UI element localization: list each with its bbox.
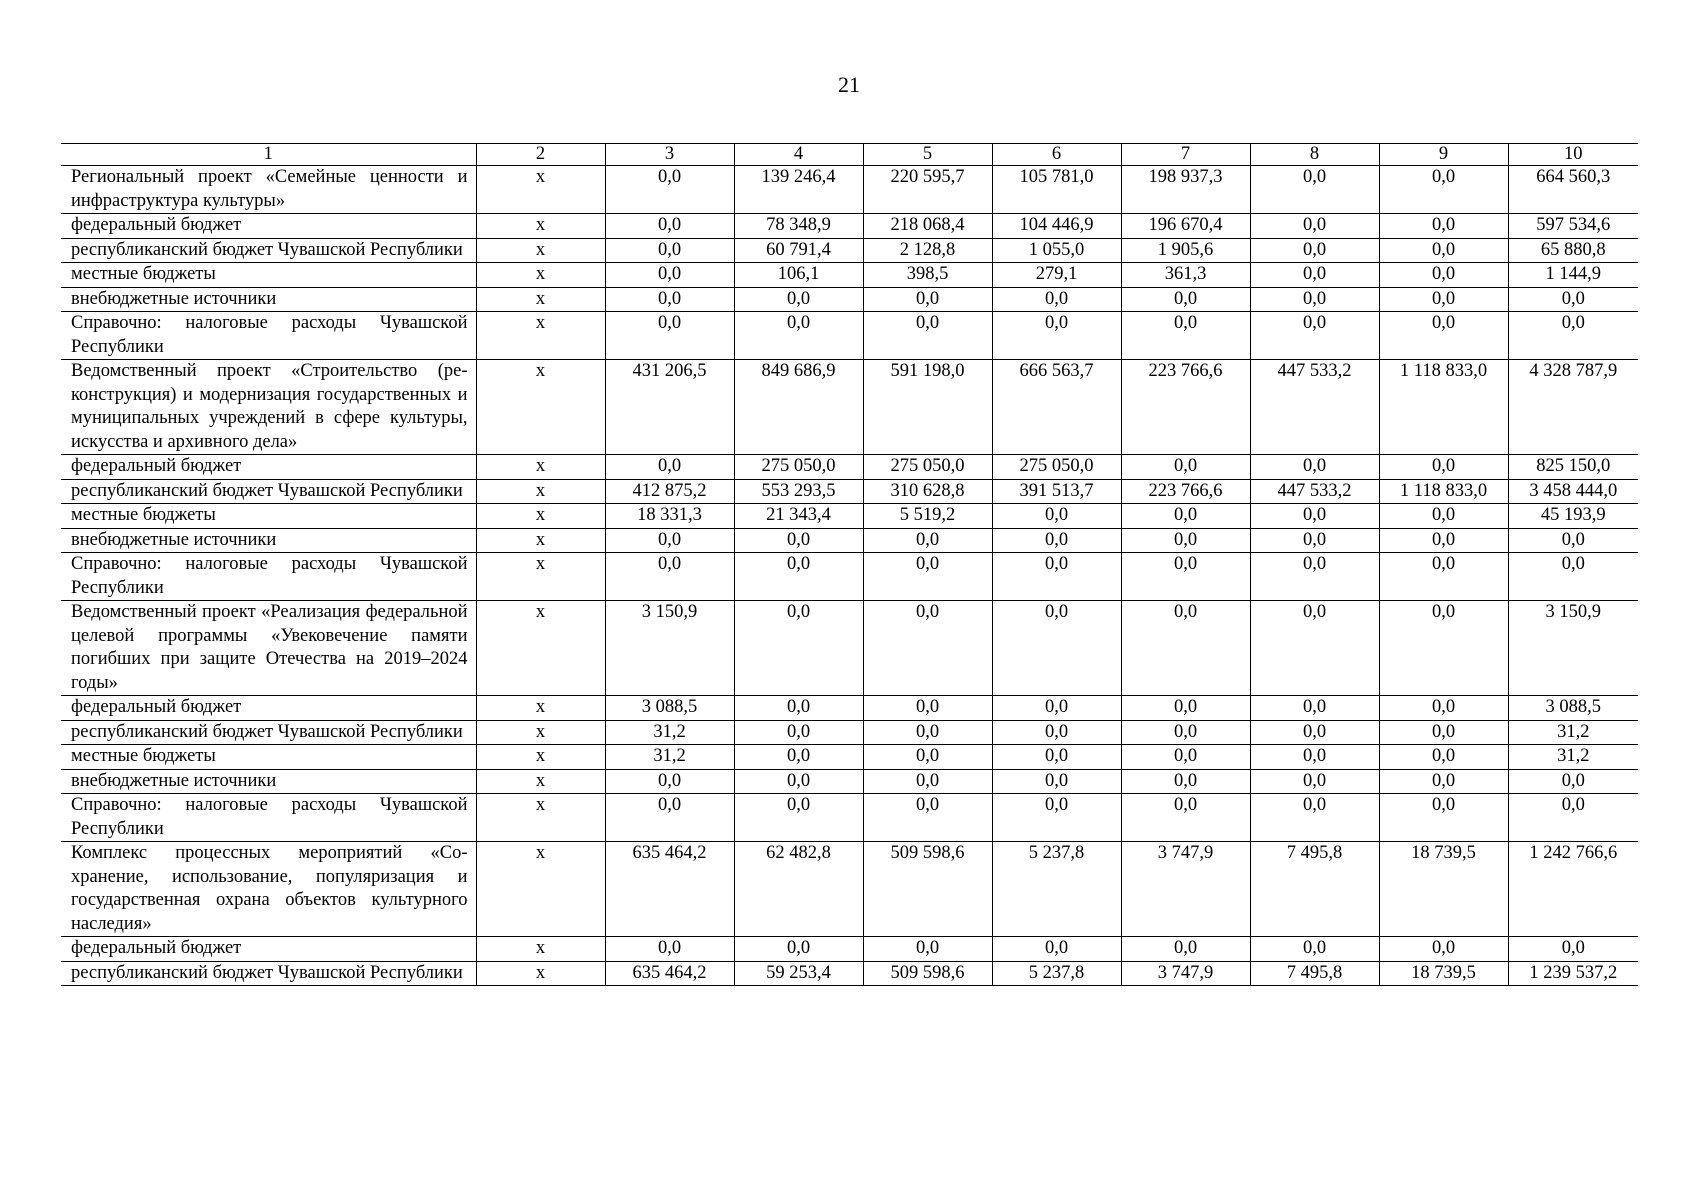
row-value: 0,0 — [1250, 720, 1379, 745]
column-header-3: 3 — [605, 144, 734, 166]
row-value: 0,0 — [734, 528, 863, 553]
column-header-1: 1 — [61, 144, 476, 166]
row-value: 0,0 — [1379, 937, 1508, 962]
row-value: 0,0 — [605, 238, 734, 263]
row-value: 0,0 — [992, 528, 1121, 553]
row-name: внебюджетные источники — [61, 528, 476, 553]
row-value: 60 791,4 — [734, 238, 863, 263]
row-value: 0,0 — [1508, 287, 1638, 312]
row-value: 635 464,2 — [605, 961, 734, 986]
row-name: Справочно: налоговые расходы Чувашской Республики — [61, 794, 476, 842]
row-value: 0,0 — [1508, 553, 1638, 601]
table-row — [61, 360, 1638, 455]
column-header-8: 8 — [1250, 144, 1379, 166]
row-value: 18 739,5 — [1379, 842, 1508, 937]
row-value: 553 293,5 — [734, 479, 863, 504]
row-value: 0,0 — [863, 937, 992, 962]
row-value: 0,0 — [1379, 769, 1508, 794]
row-name: местные бюджеты — [61, 504, 476, 529]
row-value: 0,0 — [734, 287, 863, 312]
row-value: 0,0 — [1250, 696, 1379, 721]
row-value: 279,1 — [992, 263, 1121, 288]
row-value: 0,0 — [1250, 238, 1379, 263]
row-value: 0,0 — [863, 312, 992, 360]
row-value: 1 118 833,0 — [1379, 360, 1508, 455]
table-row — [61, 504, 1638, 529]
row-value: 0,0 — [863, 601, 992, 696]
row-value: 196 670,4 — [1121, 214, 1250, 239]
row-value: 310 628,8 — [863, 479, 992, 504]
row-value: 0,0 — [1250, 769, 1379, 794]
row-value: 59 253,4 — [734, 961, 863, 986]
table-row — [61, 553, 1638, 601]
row-value: 62 482,8 — [734, 842, 863, 937]
row-value: 0,0 — [605, 455, 734, 480]
row-marker: x — [476, 528, 605, 553]
row-value: 0,0 — [1379, 528, 1508, 553]
row-value: 849 686,9 — [734, 360, 863, 455]
row-value: 0,0 — [992, 601, 1121, 696]
row-value: 1 118 833,0 — [1379, 479, 1508, 504]
row-value: 0,0 — [605, 312, 734, 360]
row-value: 664 560,3 — [1508, 166, 1638, 214]
row-value: 412 875,2 — [605, 479, 734, 504]
row-value: 0,0 — [1379, 312, 1508, 360]
row-value: 18 739,5 — [1379, 961, 1508, 986]
row-value: 0,0 — [1379, 238, 1508, 263]
row-value: 0,0 — [1508, 312, 1638, 360]
row-value: 361,3 — [1121, 263, 1250, 288]
row-name: республиканский бюджет Чувашской Республики — [61, 720, 476, 745]
row-value: 21 343,4 — [734, 504, 863, 529]
row-value: 0,0 — [1379, 166, 1508, 214]
row-value: 0,0 — [734, 553, 863, 601]
row-value: 0,0 — [734, 769, 863, 794]
table-row — [61, 937, 1638, 962]
row-value: 0,0 — [1121, 455, 1250, 480]
row-marker: x — [476, 479, 605, 504]
row-value: 0,0 — [863, 720, 992, 745]
row-value: 0,0 — [992, 287, 1121, 312]
row-marker: x — [476, 553, 605, 601]
table-row — [61, 479, 1638, 504]
row-value: 0,0 — [992, 696, 1121, 721]
table-row — [61, 794, 1638, 842]
row-value: 0,0 — [734, 696, 863, 721]
row-value: 3 458 444,0 — [1508, 479, 1638, 504]
row-value: 0,0 — [863, 696, 992, 721]
row-value: 65 880,8 — [1508, 238, 1638, 263]
row-value: 0,0 — [605, 528, 734, 553]
row-value: 0,0 — [1121, 601, 1250, 696]
row-marker: x — [476, 214, 605, 239]
row-value: 198 937,3 — [1121, 166, 1250, 214]
row-value: 591 198,0 — [863, 360, 992, 455]
row-value: 0,0 — [1508, 769, 1638, 794]
row-value: 0,0 — [1379, 504, 1508, 529]
row-value: 0,0 — [1121, 794, 1250, 842]
row-value: 1 055,0 — [992, 238, 1121, 263]
table-row — [61, 214, 1638, 239]
table-row — [61, 842, 1638, 937]
row-value: 0,0 — [1250, 745, 1379, 770]
row-value: 431 206,5 — [605, 360, 734, 455]
row-name: республиканский бюджет Чувашской Республики — [61, 238, 476, 263]
row-value: 3 088,5 — [605, 696, 734, 721]
row-value: 666 563,7 — [992, 360, 1121, 455]
row-marker: x — [476, 769, 605, 794]
row-value: 0,0 — [1250, 504, 1379, 529]
row-value: 0,0 — [1379, 553, 1508, 601]
row-value: 0,0 — [992, 553, 1121, 601]
row-value: 3 150,9 — [605, 601, 734, 696]
row-value: 31,2 — [1508, 720, 1638, 745]
row-value: 2 128,8 — [863, 238, 992, 263]
row-value: 0,0 — [1250, 214, 1379, 239]
row-value: 0,0 — [992, 937, 1121, 962]
row-name: Ведомственный проект «Строительство (реконструкция) и модернизация государственных и муниципальных учреждений в сфере культуры, искусства и архивного дела» — [61, 360, 476, 455]
row-value: 0,0 — [1508, 937, 1638, 962]
row-value: 0,0 — [992, 504, 1121, 529]
row-value: 0,0 — [1121, 745, 1250, 770]
row-name: федеральный бюджет — [61, 696, 476, 721]
table-row — [61, 696, 1638, 721]
table-row — [61, 745, 1638, 770]
row-value: 0,0 — [1379, 794, 1508, 842]
row-name: внебюджетные источники — [61, 287, 476, 312]
row-value: 447 533,2 — [1250, 479, 1379, 504]
row-value: 5 519,2 — [863, 504, 992, 529]
row-value: 0,0 — [1379, 745, 1508, 770]
row-value: 106,1 — [734, 263, 863, 288]
row-value: 223 766,6 — [1121, 479, 1250, 504]
row-value: 0,0 — [1250, 553, 1379, 601]
row-value: 0,0 — [605, 214, 734, 239]
row-value: 0,0 — [605, 553, 734, 601]
row-name: местные бюджеты — [61, 263, 476, 288]
row-value: 3 088,5 — [1508, 696, 1638, 721]
row-value: 0,0 — [605, 263, 734, 288]
row-value: 0,0 — [605, 166, 734, 214]
row-value: 0,0 — [734, 937, 863, 962]
row-value: 0,0 — [605, 287, 734, 312]
row-value: 0,0 — [734, 745, 863, 770]
row-name: федеральный бюджет — [61, 937, 476, 962]
row-value: 7 495,8 — [1250, 842, 1379, 937]
row-value: 398,5 — [863, 263, 992, 288]
table-row — [61, 238, 1638, 263]
table-row — [61, 720, 1638, 745]
row-value: 391 513,7 — [992, 479, 1121, 504]
row-name: федеральный бюджет — [61, 455, 476, 480]
row-value: 31,2 — [605, 745, 734, 770]
table-row — [61, 769, 1638, 794]
row-value: 0,0 — [1379, 720, 1508, 745]
row-marker: x — [476, 166, 605, 214]
row-value: 0,0 — [1379, 287, 1508, 312]
row-value: 275 050,0 — [734, 455, 863, 480]
table-row — [61, 601, 1638, 696]
column-header-4: 4 — [734, 144, 863, 166]
row-value: 0,0 — [1379, 214, 1508, 239]
page-number: 21 — [838, 72, 860, 97]
row-value: 78 348,9 — [734, 214, 863, 239]
row-value: 5 237,8 — [992, 842, 1121, 937]
row-value: 275 050,0 — [992, 455, 1121, 480]
column-header-10: 10 — [1508, 144, 1638, 166]
row-value: 0,0 — [1121, 696, 1250, 721]
row-value: 0,0 — [1250, 263, 1379, 288]
row-value: 0,0 — [734, 601, 863, 696]
row-value: 0,0 — [734, 794, 863, 842]
row-value: 0,0 — [1250, 794, 1379, 842]
row-marker: x — [476, 238, 605, 263]
row-value: 104 446,9 — [992, 214, 1121, 239]
row-value: 635 464,2 — [605, 842, 734, 937]
row-value: 0,0 — [992, 312, 1121, 360]
row-value: 0,0 — [1250, 312, 1379, 360]
row-value: 509 598,6 — [863, 961, 992, 986]
row-name: Справочно: налоговые расходы Чувашской Республики — [61, 553, 476, 601]
row-value: 0,0 — [992, 745, 1121, 770]
row-marker: x — [476, 360, 605, 455]
row-value: 0,0 — [1250, 528, 1379, 553]
row-name: республиканский бюджет Чувашской Республики — [61, 479, 476, 504]
column-header-2: 2 — [476, 144, 605, 166]
table-row — [61, 312, 1638, 360]
row-marker: x — [476, 696, 605, 721]
row-value: 0,0 — [1121, 553, 1250, 601]
row-value: 0,0 — [605, 937, 734, 962]
row-value: 0,0 — [1250, 287, 1379, 312]
row-marker: x — [476, 504, 605, 529]
row-value: 1 239 537,2 — [1508, 961, 1638, 986]
row-name: внебюджетные источники — [61, 769, 476, 794]
row-marker: x — [476, 961, 605, 986]
row-value: 45 193,9 — [1508, 504, 1638, 529]
row-value: 0,0 — [863, 553, 992, 601]
row-value: 0,0 — [1508, 528, 1638, 553]
row-value: 825 150,0 — [1508, 455, 1638, 480]
row-value: 0,0 — [1250, 601, 1379, 696]
table-row — [61, 455, 1638, 480]
row-value: 0,0 — [863, 528, 992, 553]
row-value: 18 331,3 — [605, 504, 734, 529]
row-value: 0,0 — [605, 794, 734, 842]
row-value: 0,0 — [1379, 601, 1508, 696]
table-row — [61, 263, 1638, 288]
row-value: 0,0 — [1121, 528, 1250, 553]
row-value: 3 150,9 — [1508, 601, 1638, 696]
row-value: 0,0 — [1250, 455, 1379, 480]
column-header-9: 9 — [1379, 144, 1508, 166]
row-value: 0,0 — [605, 769, 734, 794]
row-value: 0,0 — [1250, 166, 1379, 214]
row-value: 7 495,8 — [1250, 961, 1379, 986]
row-value: 3 747,9 — [1121, 842, 1250, 937]
budget-table — [61, 143, 1638, 986]
row-value: 0,0 — [992, 794, 1121, 842]
row-value: 0,0 — [863, 794, 992, 842]
row-value: 447 533,2 — [1250, 360, 1379, 455]
row-name: Ведомственный проект «Реализация федеральной целевой программы «Увековечение памяти погибших при защите Отечества на 2019–2024 годы» — [61, 601, 476, 696]
row-value: 4 328 787,9 — [1508, 360, 1638, 455]
row-value: 223 766,6 — [1121, 360, 1250, 455]
row-value: 0,0 — [1121, 937, 1250, 962]
row-value: 0,0 — [1379, 696, 1508, 721]
row-value: 0,0 — [1379, 455, 1508, 480]
row-marker: x — [476, 794, 605, 842]
row-name: федеральный бюджет — [61, 214, 476, 239]
row-value: 1 242 766,6 — [1508, 842, 1638, 937]
row-value: 0,0 — [1121, 504, 1250, 529]
column-header-5: 5 — [863, 144, 992, 166]
column-header-7: 7 — [1121, 144, 1250, 166]
row-value: 0,0 — [992, 769, 1121, 794]
row-value: 31,2 — [1508, 745, 1638, 770]
row-value: 0,0 — [734, 720, 863, 745]
row-value: 597 534,6 — [1508, 214, 1638, 239]
row-marker: x — [476, 263, 605, 288]
row-value: 275 050,0 — [863, 455, 992, 480]
row-name: Справочно: налоговые расходы Чувашской Республики — [61, 312, 476, 360]
header-row — [61, 144, 1638, 166]
row-value: 139 246,4 — [734, 166, 863, 214]
row-value: 0,0 — [992, 720, 1121, 745]
row-name: Комплекс процессных мероприятий «Сохранение, использование, популяризация и государственная охрана объектов культурного наследия» — [61, 842, 476, 937]
row-value: 0,0 — [1121, 287, 1250, 312]
row-value: 105 781,0 — [992, 166, 1121, 214]
row-name: Региональный проект «Семейные ценности и инфраструктура культуры» — [61, 166, 476, 214]
table-body — [61, 144, 1638, 986]
row-marker: x — [476, 287, 605, 312]
row-value: 1 905,6 — [1121, 238, 1250, 263]
row-value: 1 144,9 — [1508, 263, 1638, 288]
row-marker: x — [476, 842, 605, 937]
row-value: 0,0 — [1379, 263, 1508, 288]
row-marker: x — [476, 937, 605, 962]
row-value: 509 598,6 — [863, 842, 992, 937]
column-header-6: 6 — [992, 144, 1121, 166]
row-value: 3 747,9 — [1121, 961, 1250, 986]
row-marker: x — [476, 745, 605, 770]
row-value: 0,0 — [734, 312, 863, 360]
row-value: 31,2 — [605, 720, 734, 745]
row-value: 0,0 — [863, 769, 992, 794]
row-value: 0,0 — [1121, 312, 1250, 360]
row-marker: x — [476, 720, 605, 745]
row-value: 218 068,4 — [863, 214, 992, 239]
table-row — [61, 166, 1638, 214]
row-value: 0,0 — [1121, 769, 1250, 794]
table-row — [61, 287, 1638, 312]
row-name: местные бюджеты — [61, 745, 476, 770]
row-marker: x — [476, 601, 605, 696]
row-marker: x — [476, 455, 605, 480]
table-row — [61, 961, 1638, 986]
row-marker: x — [476, 312, 605, 360]
row-name: республиканский бюджет Чувашской Республики — [61, 961, 476, 986]
table-row — [61, 528, 1638, 553]
row-value: 5 237,8 — [992, 961, 1121, 986]
row-value: 0,0 — [1250, 937, 1379, 962]
row-value: 0,0 — [863, 745, 992, 770]
row-value: 220 595,7 — [863, 166, 992, 214]
row-value: 0,0 — [1121, 720, 1250, 745]
row-value: 0,0 — [863, 287, 992, 312]
row-value: 0,0 — [1508, 794, 1638, 842]
